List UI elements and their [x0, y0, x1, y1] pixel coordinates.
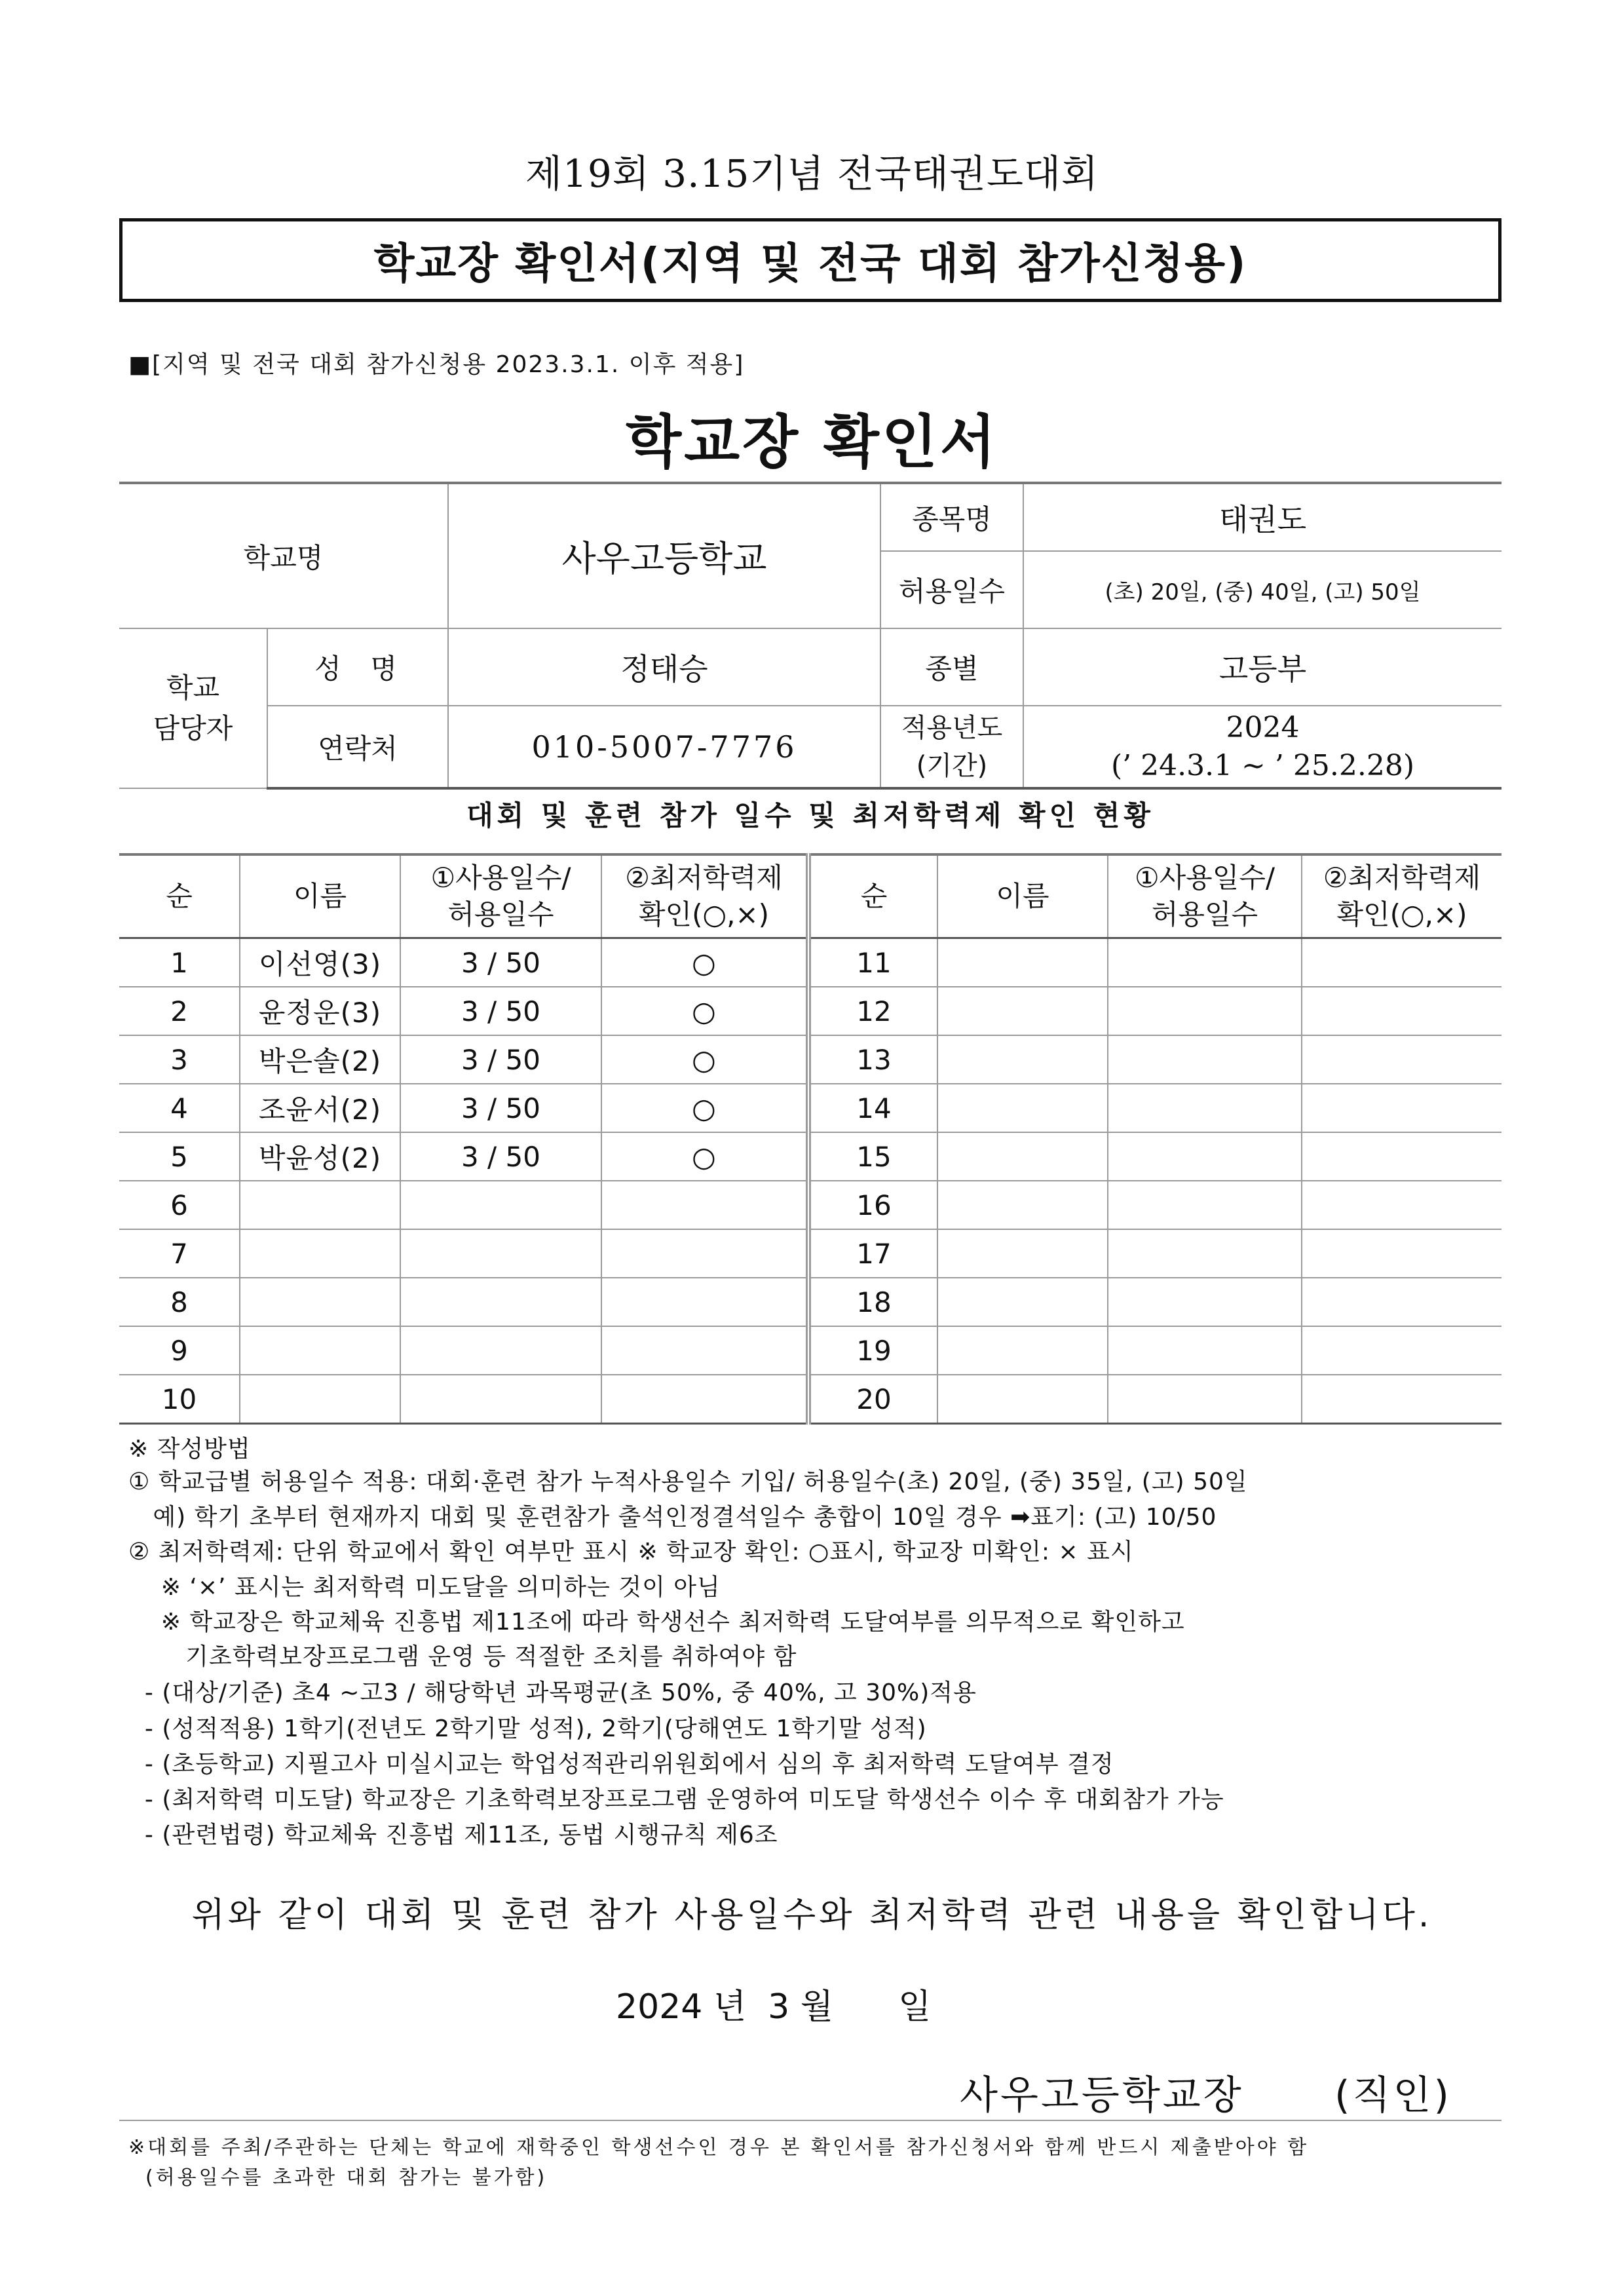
- division-label: 종별: [880, 628, 1023, 706]
- header-seq: 순: [119, 854, 240, 938]
- roster-right-no: 16: [808, 1181, 937, 1229]
- header-check-right: [1302, 854, 1501, 938]
- roster-left-no: 4: [119, 1084, 240, 1132]
- table-row: [119, 1375, 1501, 1424]
- method-line: - (성적적용) 1학기(전년도 2학기말 성적), 2학기(당해연도 1학기말 성적): [128, 1715, 927, 1742]
- roster-left-name: [240, 1229, 400, 1278]
- roster-left-days: [400, 1229, 601, 1278]
- method-line: 기초학력보장프로그램 운영 등 적절한 조치를 취하여야 함: [128, 1643, 797, 1670]
- period-label-line1: 적용년도: [901, 712, 1003, 743]
- table-row: [119, 987, 1501, 1035]
- header-days-right-line2: 허용일수: [1151, 898, 1258, 930]
- period-value: [1023, 706, 1501, 788]
- roster-right-check: [1302, 1181, 1501, 1229]
- table-row: [119, 1132, 1501, 1181]
- roster-left-days: [400, 1375, 601, 1424]
- roster-right-no: 15: [808, 1132, 937, 1181]
- roster-right-check: [1302, 938, 1501, 987]
- method-line: 예) 학기 초부터 현재까지 대회 및 훈련참가 출석인정결석일수 총합이 10일 경우 ➡표기: (고) 10/50: [128, 1504, 1217, 1531]
- table-row: [119, 1181, 1501, 1229]
- table-row: [119, 1084, 1501, 1132]
- period-year: 2024: [1226, 710, 1300, 744]
- closing-statement: 위와 같이 대회 및 훈련 참가 사용일수와 최저학력 관련 내용을 확인합니다.: [191, 1896, 1433, 1935]
- apply-note: ■[지역 및 전국 대회 참가신청용 2023.3.1. 이후 적용]: [128, 351, 745, 378]
- roster-left-name: [240, 1375, 400, 1424]
- method-line: - (최저학력 미도달) 학교장은 기초학력보장프로그램 운영하여 미도달 학생선수 이수 후 대회참가 가능: [128, 1786, 1224, 1813]
- method-line: ② 최저학력제: 단위 학교에서 확인 여부만 표시 ※ 학교장 확인: ○표시, 학교장 미확인: × 표시: [128, 1539, 1134, 1565]
- roster-left-check: ○: [601, 1132, 808, 1181]
- roster-left-no: 2: [119, 987, 240, 1035]
- roster-right-check: [1302, 1326, 1501, 1375]
- roster-right-days: [1108, 1181, 1302, 1229]
- header-check-right-line1: ②최저학력제: [1323, 862, 1481, 894]
- roster-right-no: 19: [808, 1326, 937, 1375]
- roster-right-days: [1108, 1375, 1302, 1424]
- status-title: 대회 및 훈련 참가 일수 및 최저학력제 확인 현황: [466, 799, 1154, 832]
- roster-right-days: [1108, 1035, 1302, 1084]
- manager-label-line1: 학교: [166, 672, 220, 704]
- school-info-table: [119, 482, 1501, 790]
- roster-left-days: [400, 1181, 601, 1229]
- header-days-line2: 허용일수: [447, 898, 554, 930]
- roster-left-name: 박은솔(2): [240, 1035, 400, 1084]
- roster-left-days: [400, 1278, 601, 1326]
- roster-right-name: [937, 1181, 1108, 1229]
- roster-right-name: [937, 1132, 1108, 1181]
- roster-right-days: [1108, 1278, 1302, 1326]
- roster-right-check: [1302, 1084, 1501, 1132]
- roster-left-check: ○: [601, 938, 808, 987]
- header-days-line1: ①사용일수/: [430, 862, 571, 894]
- allowed-days-label: 허용일수: [880, 551, 1023, 628]
- roster-left-name: [240, 1278, 400, 1326]
- sport-value: 태권도: [1023, 483, 1501, 551]
- roster-body: [119, 938, 1501, 1424]
- roster-right-check: [1302, 1132, 1501, 1181]
- roster-left-days: 3 / 50: [400, 938, 601, 987]
- signer-line: 사우고등학교장 (직인): [960, 2073, 1452, 2118]
- header-days-right: [1108, 854, 1302, 938]
- table-row: [119, 1229, 1501, 1278]
- contact-value: 010-5007-7776: [448, 706, 880, 788]
- roster-right-name: [937, 1326, 1108, 1375]
- method-line: ※ ‘×’ 표시는 최저학력 미도달을 의미하는 것이 아님: [128, 1574, 721, 1601]
- roster-right-no: 13: [808, 1035, 937, 1084]
- header-check-line2: 확인(○,×): [638, 898, 770, 930]
- roster-left-check: [601, 1375, 808, 1424]
- period-label: [880, 706, 1023, 788]
- table-row: [119, 1326, 1501, 1375]
- header-name: 이름: [240, 854, 400, 938]
- name-value: 정태승: [448, 628, 880, 706]
- roster-right-name: [937, 1375, 1108, 1424]
- roster-right-days: [1108, 1084, 1302, 1132]
- form-title-box: [119, 218, 1501, 302]
- allowed-days-value: (초) 20일, (중) 40일, (고) 50일: [1023, 551, 1501, 628]
- roster-right-check: [1302, 1229, 1501, 1278]
- roster-left-check: [601, 1278, 808, 1326]
- roster-right-check: [1302, 1035, 1501, 1084]
- roster-right-name: [937, 987, 1108, 1035]
- roster-left-name: [240, 1181, 400, 1229]
- period-label-line2: (기간): [916, 750, 988, 781]
- header-name-right: 이름: [937, 854, 1108, 938]
- roster-left-no: 10: [119, 1375, 240, 1424]
- roster-right-days: [1108, 987, 1302, 1035]
- roster-right-no: 18: [808, 1278, 937, 1326]
- manager-label-line2: 담당자: [153, 712, 233, 744]
- header-seq-right: 순: [808, 854, 937, 938]
- table-row: [119, 1035, 1501, 1084]
- header-days: [400, 854, 601, 938]
- roster-left-check: [601, 1229, 808, 1278]
- school-label: 학교명: [119, 483, 448, 628]
- header-check-right-line2: 확인(○,×): [1336, 898, 1467, 930]
- roster-left-no: 8: [119, 1278, 240, 1326]
- division-value: 고등부: [1023, 628, 1501, 706]
- header-check-line1: ②최저학력제: [625, 862, 783, 894]
- method-line: - (관련법령) 학교체육 진흥법 제11조, 동법 시행규칙 제6조: [128, 1822, 778, 1848]
- roster-right-name: [937, 938, 1108, 987]
- school-value: 사우고등학교: [448, 483, 880, 628]
- roster-right-name: [937, 1278, 1108, 1326]
- roster-right-no: 11: [808, 938, 937, 987]
- roster-left-days: [400, 1326, 601, 1375]
- roster-left-check: [601, 1181, 808, 1229]
- roster-left-check: ○: [601, 1084, 808, 1132]
- roster-right-days: [1108, 1229, 1302, 1278]
- period-range: (’ 24.3.1 ~ ’ 25.2.28): [1110, 748, 1414, 782]
- roster-right-name: [937, 1229, 1108, 1278]
- sport-label: 종목명: [880, 483, 1023, 551]
- date-line: 2024 년 3 월 일: [616, 1987, 932, 2027]
- roster-right-name: [937, 1084, 1108, 1132]
- roster-right-no: 17: [808, 1229, 937, 1278]
- roster-left-name: 조윤서(2): [240, 1084, 400, 1132]
- roster-left-days: 3 / 50: [400, 1035, 601, 1084]
- roster-right-check: [1302, 1375, 1501, 1424]
- footnote-line1: ※대회를 주최/주관하는 단체는 학교에 재학중인 학생선수인 경우 본 확인서를 참가신청서와 함께 반드시 제출받아야 함: [128, 2136, 1310, 2159]
- table-row: [119, 1278, 1501, 1326]
- roster-right-name: [937, 1035, 1108, 1084]
- method-line: ① 학교급별 허용일수 적용: 대회·훈련 참가 누적사용일수 기입/ 허용일수(초) 20일, (중) 35일, (고) 50일: [128, 1468, 1248, 1495]
- roster-left-check: ○: [601, 1035, 808, 1084]
- roster-right-no: 20: [808, 1375, 937, 1424]
- roster-right-no: 12: [808, 987, 937, 1035]
- header-days-right-line1: ①사용일수/: [1134, 862, 1275, 894]
- roster-left-no: 5: [119, 1132, 240, 1181]
- footnote-divider: [119, 2120, 1501, 2121]
- roster-left-days: 3 / 50: [400, 1084, 601, 1132]
- roster-left-no: 9: [119, 1326, 240, 1375]
- roster-left-days: 3 / 50: [400, 1132, 601, 1181]
- footnote-line2: (허용일수를 초과한 대회 참가는 불가함): [145, 2166, 548, 2189]
- roster-left-no: 1: [119, 938, 240, 987]
- method-title: ※ 작성방법: [128, 1436, 251, 1463]
- manager-label: [119, 628, 267, 788]
- roster-right-check: [1302, 987, 1501, 1035]
- header-check: [601, 854, 808, 938]
- roster-right-days: [1108, 1326, 1302, 1375]
- roster-left-no: 6: [119, 1181, 240, 1229]
- method-line: - (대상/기준) 초4 ~고3 / 해당학년 과목평균(초 50%, 중 40%, 고 30%)적용: [128, 1679, 977, 1706]
- roster-right-check: [1302, 1278, 1501, 1326]
- roster-left-name: 윤정운(3): [240, 987, 400, 1035]
- name-label: 성 명: [267, 628, 448, 706]
- roster-right-no: 14: [808, 1084, 937, 1132]
- main-title: 학교장 확인서: [626, 408, 998, 476]
- roster-left-days: 3 / 50: [400, 987, 601, 1035]
- roster-left-name: [240, 1326, 400, 1375]
- event-title: 제19회 3.15기념 전국태권도대회: [525, 151, 1099, 196]
- roster-right-days: [1108, 1132, 1302, 1181]
- roster-left-name: 박윤성(2): [240, 1132, 400, 1181]
- roster-left-check: ○: [601, 987, 808, 1035]
- method-line: - (초등학교) 지필고사 미실시교는 학업성적관리위원회에서 심의 후 최저학력 도달여부 결정: [128, 1751, 1114, 1778]
- roster-left-check: [601, 1326, 808, 1375]
- table-row: [119, 938, 1501, 987]
- contact-label: 연락처: [267, 706, 448, 788]
- roster-left-no: 3: [119, 1035, 240, 1084]
- form-title: 학교장 확인서(지역 및 전국 대회 참가신청용): [373, 240, 1247, 288]
- roster-left-name: 이선영(3): [240, 938, 400, 987]
- roster-table: [119, 853, 1501, 1425]
- method-line: ※ 학교장은 학교체육 진흥법 제11조에 따라 학생선수 최저학력 도달여부를 의무적으로 확인하고: [128, 1609, 1185, 1636]
- roster-right-days: [1108, 938, 1302, 987]
- roster-left-no: 7: [119, 1229, 240, 1278]
